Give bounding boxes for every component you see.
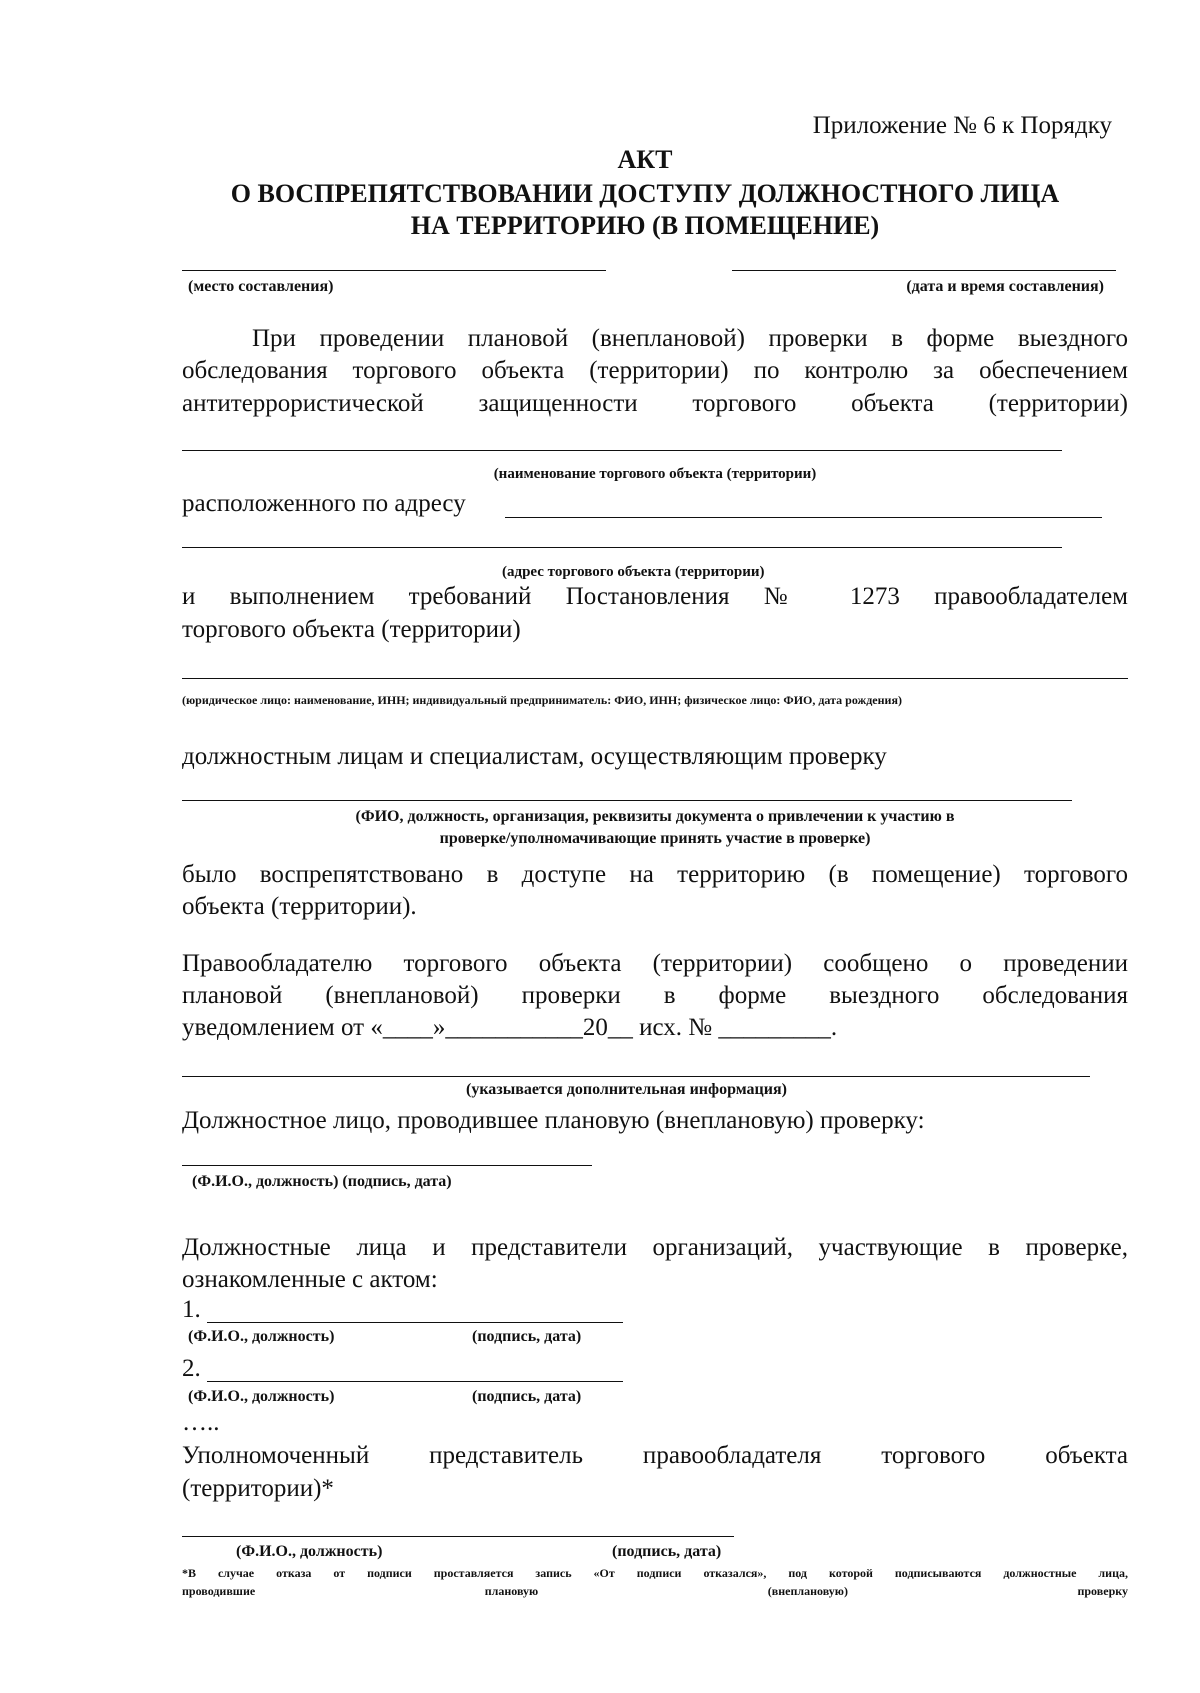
inspector-label: Должностное лицо, проводившее плановую (внеплановую) проверку: <box>182 1107 925 1134</box>
representative-fio-caption: (Ф.И.О., должность) <box>236 1543 383 1560</box>
inspector-caption: (Ф.И.О., должность) (подпись, дата) <box>192 1173 452 1190</box>
participant-1-number: 1. <box>182 1296 201 1323</box>
object-name-field-line[interactable] <box>182 450 1062 451</box>
address-label: расположенного по адресу <box>182 490 466 517</box>
para4-line3: уведомлением от «____»___________20__ исх. № _________. <box>182 1014 838 1041</box>
object-name-caption: (наименование торгового объекта (территории) <box>493 466 817 482</box>
officials-label: должностным лицам и специалистам, осуществляющим проверку <box>182 743 887 770</box>
participant-1-field-line[interactable] <box>207 1322 623 1323</box>
owner-field-line[interactable] <box>182 678 1128 679</box>
address-field-line2[interactable] <box>182 547 1062 548</box>
datetime-field-line[interactable] <box>732 270 1116 271</box>
document-title-line3: НА ТЕРРИТОРИЮ (В ПОМЕЩЕНИЕ) <box>410 211 880 240</box>
inspector-field-line[interactable] <box>182 1165 592 1166</box>
participant-2-fio-caption: (Ф.И.О., должность) <box>188 1388 335 1405</box>
datetime-caption: (дата и время составления) <box>906 278 1104 295</box>
para1-line3: антитеррористической защищенности торгового объекта (территории) <box>182 390 1128 417</box>
para4-line2: плановой (внеплановой) проверки в форме выездного обследования <box>182 982 1128 1009</box>
extra-field-line[interactable] <box>182 1076 1090 1077</box>
participant-1-fio-caption: (Ф.И.О., должность) <box>188 1328 335 1345</box>
representative-line2: (территории)* <box>182 1475 334 1502</box>
participant-1-sign-caption: (подпись, дата) <box>472 1328 582 1345</box>
participant-2-field-line[interactable] <box>207 1381 623 1382</box>
officials-caption-line2: проверке/уполномачивающие принять участие в проверке) <box>439 830 871 847</box>
address-caption: (адрес торгового объекта (территории) <box>502 564 765 580</box>
extra-caption: (указывается дополнительная информация) <box>466 1081 787 1098</box>
para1-line2: обследования торгового объекта (территории) по контролю за обеспечением <box>182 357 1128 384</box>
para1-line1: При проведении плановой (внеплановой) проверки в форме выездного <box>252 325 1128 352</box>
appendix-label: Приложение № 6 к Порядку <box>812 112 1112 139</box>
participants-ellipsis: ….. <box>182 1409 220 1436</box>
participants-line1: Должностные лица и представители организаций, участвующие в проверке, <box>182 1234 1128 1261</box>
officials-field-line[interactable] <box>182 800 1072 801</box>
document-title-line2: О ВОСПРЕПЯТСТВОВАНИИ ДОСТУПУ ДОЛЖНОСТНОГО ЛИЦА <box>230 179 1060 208</box>
footnote-line2: проводившие плановую (внеплановую) проверку <box>182 1584 1128 1598</box>
footnote-line1: *В случае отказа от подписи проставляется запись «От подписи отказался», под которой подписываются должностные лица, <box>182 1566 1128 1580</box>
document-title: АКТ <box>617 145 673 174</box>
owner-caption: (юридическое лицо: наименование, ИНН; индивидуальный предприниматель: ФИО, ИНН; физическое лицо: ФИО, дата рождения) <box>182 693 902 707</box>
place-caption: (место составления) <box>188 278 334 295</box>
para2-line1: и выполнением требований Постановления № 1273 правообладателем <box>182 583 1128 610</box>
representative-field-line[interactable] <box>182 1536 734 1537</box>
para3-line2: объекта (территории). <box>182 893 417 920</box>
place-field-line[interactable] <box>182 270 606 271</box>
representative-line1: Уполномоченный представитель правообладателя торгового объекта <box>182 1442 1128 1469</box>
representative-sign-caption: (подпись, дата) <box>612 1543 722 1560</box>
officials-caption-line1: (ФИО, должность, организация, реквизиты документа о привлечении к участию в <box>355 808 955 825</box>
participant-2-number: 2. <box>182 1355 201 1382</box>
address-field-line[interactable] <box>505 517 1102 518</box>
participant-2-sign-caption: (подпись, дата) <box>472 1388 582 1405</box>
para3-line1: было воспрепятствовано в доступе на территорию (в помещение) торгового <box>182 861 1128 888</box>
participants-line2: ознакомленные с актом: <box>182 1266 438 1293</box>
para2-line2: торгового объекта (территории) <box>182 616 521 643</box>
para4-line1: Правообладателю торгового объекта (территории) сообщено о проведении <box>182 950 1128 977</box>
